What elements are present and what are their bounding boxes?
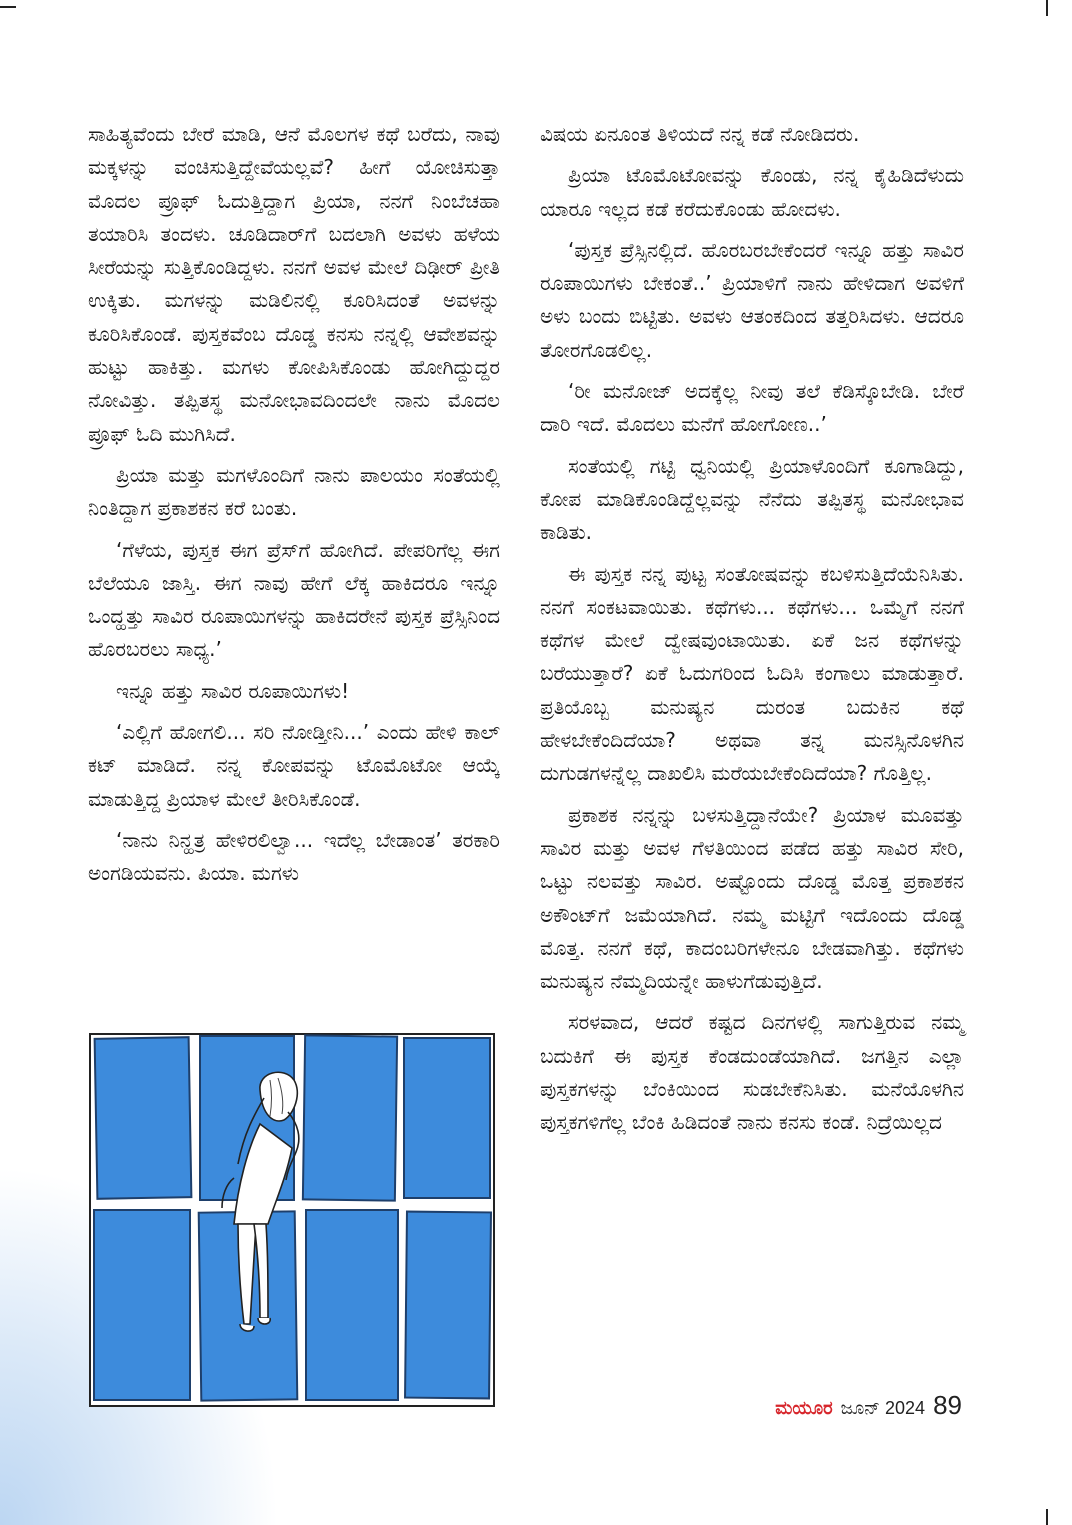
window-pane (95, 1037, 192, 1199)
right-column (540, 118, 964, 1148)
window-pane (306, 1210, 398, 1400)
crop-mark (0, 6, 16, 8)
paragraph: ಸಂತೆಯಲ್ಲಿ ಗಟ್ಟಿ ಧ್ವನಿಯಲ್ಲಿ ಪ್ರಿಯಾಳೊಂದಿಗೆ ಕೂಗಾಡಿದ್ದು, ಕೋಪ ಮಾಡಿಕೊಂಡಿದ್ದೆಲ್ಲವನ್ನು ನೆನೆದು ತಪ್ಪಿತಸ್ಥ ಮನೋಭಾವ ಕಾಡಿತು. (540, 453, 964, 545)
paragraph: ‘ರೀ ಮನೋಜ್ ಅದಕ್ಕೆಲ್ಲ ನೀವು ತಲೆ ಕೆಡಿಸ್ಕೊಬೇಡಿ. ಬೇರೆ ದಾರಿ ಇದೆ. ಮೊದಲು ಮನೆಗೆ ಹೋಗೋಣ..’ (540, 379, 964, 437)
paragraph: ಪ್ರಿಯಾ ಟೊಮೊಟೋವನ್ನು ಕೊಂಡು, ನನ್ನ ಕೈಹಿಡಿದೆಳುದು ಯಾರೂ ಇಲ್ಲದ ಕಡೆ ಕರೆದುಕೊಂಡು ಹೋದಳು. (540, 163, 964, 221)
paragraph: ಸಾಹಿತ್ಯವೆಂದು ಬೇರೆ ಮಾಡಿ, ಆನೆ ಮೊಲಗಳ ಕಥೆ ಬರೆದು, ನಾವು ಮಕ್ಕಳನ್ನು ವಂಚಿಸುತ್ತಿದ್ದೇವೆಯಲ್ಲವೆ? ಹೀಗೆ ಯೋಚಿಸುತ್ತಾ ಮೊದಲ ಪ್ರೂಫ್ ಓದುತ್ತಿದ್ದಾಗ ಪ್ರಿಯಾ, ನನಗೆ ನಿಂಬೆಚಹಾ ತಯಾರಿಸಿ ತಂದಳು. ಚೂಡಿದಾರ್‌ಗೆ ಬದಲಾಗಿ ಅವಳು ಹಳೆಯ ಸೀರೆಯನ್ನು ಸುತ್ತಿಕೊಂಡಿದ್ದಳು. ನನಗೆ ಅವಳ ಮೇಲೆ ದಿಢೀರ್ ಪ್ರೀತಿ ಉಕ್ಕಿತು. ಮಗಳನ್ನು ಮಡಿಲಿನಲ್ಲಿ ಕೂರಿಸಿದಂತೆ ಅವಳನ್ನು ಕೂರಿಸಿಕೊಂಡೆ. ಪುಸ್ತಕವೆಂಬ ದೊಡ್ಡ ಕನಸು ನನ್ನಲ್ಲಿ ಆವೇಶವನ್ನು ಹುಟ್ಟು ಹಾಕಿತ್ತು. ಮಗಳು ಕೋಪಿಸಿಕೊಂಡು ಹೋಗಿದ್ದುದ್ದರ ನೋವಿತ್ತು. ತಪ್ಪಿತಸ್ಥ ಮನೋಭಾವದಿಂದಲೇ ನಾನು ಮೊದಲ ಪ್ರೂಫ್ ಓದಿ ಮುಗಿಸಿದೆ. (88, 122, 500, 446)
page-footer (775, 1390, 962, 1421)
window-pane (303, 1035, 397, 1200)
page-number: 89 (933, 1390, 962, 1420)
crop-mark (1046, 0, 1048, 16)
paragraph: ‘ಪುಸ್ತಕ ಪ್ರೆಸ್ಸಿನಲ್ಲಿದೆ. ಹೊರಬರಬೇಕೆಂದರೆ ಇನ್ನೂ ಹತ್ತು ಸಾವಿರ ರೂಪಾಯಿಗಳು ಬೇಕಂತೆ..’ ಪ್ರಿಯಾಳಿಗೆ ನಾನು ಹೇಳಿದಾಗ ಅವಳಿಗೆ ಅಳು ಬಂದು ಬಿಟ್ಟಿತು. ಅವಳು ಆತಂಕದಿಂದ ತತ್ತರಿಸಿದಳು. ಆದರೂ ತೋರಗೊಡಲಿಲ್ಲ. (540, 237, 964, 362)
paragraph: ವಿಷಯ ಏನೂಂತ ತಿಳಿಯದೆ ನನ್ನ ಕಡೆ ನೋಡಿದರು. (540, 122, 860, 146)
window-pane (404, 1038, 490, 1198)
window-figure-illustration (88, 1028, 498, 1412)
paragraph: ಪ್ರಕಾಶಕ ನನ್ನನ್ನು ಬಳಸುತ್ತಿದ್ದಾನೆಯೇ? ಪ್ರಿಯಾಳ ಮೂವತ್ತು ಸಾವಿರ ಮತ್ತು ಅವಳ ಗೆಳತಿಯಿಂದ ಪಡೆದ ಹತ್ತು ಸಾವಿರ ಸೇರಿ, ಒಟ್ಟು ನಲವತ್ತು ಸಾವಿರ. ಅಷ್ಟೊಂದು ದೊಡ್ಡ ಮೊತ್ತ ಪ್ರಕಾಶಕನ ಅಕೌಂಟ್‌ಗೆ ಜಮೆಯಾಗಿದೆ. ನಮ್ಮ ಮಟ್ಟಿಗೆ ಇದೊಂದು ದೊಡ್ಡ ಮೊತ್ತ. ನನಗೆ ಕಥೆ, ಕಾದಂಬರಿಗಳೇನೂ ಬೇಡವಾಗಿತ್ತು. ಕಥೆಗಳು ಮನುಷ್ಯನ ನೆಮ್ಮದಿಯನ್ನೇ ಹಾಳುಗೆಡುವುತ್ತಿದೆ. (540, 802, 964, 994)
paragraph: ಈ ಪುಸ್ತಕ ನನ್ನ ಪುಟ್ಟ ಸಂತೋಷವನ್ನು ಕಬಳಿಸುತ್ತಿದೆಯೆನಿಸಿತು. ನನಗೆ ಸಂಕಟವಾಯಿತು. ಕಥೆಗಳು... ಕಥೆಗಳು... ಒಮ್ಮೆಗೆ ನನಗೆ ಕಥೆಗಳ ಮೇಲೆ ದ್ವೇಷವುಂಟಾಯಿತು. ಏಕೆ ಜನ ಕಥೆಗಳನ್ನು ಬರೆಯುತ್ತಾರೆ? ಏಕೆ ಓದುಗರಿಂದ ಓದಿಸಿ ಕಂಗಾಲು ಮಾಡುತ್ತಾರೆ. ಪ್ರತಿಯೊಬ್ಬ ಮನುಷ್ಯನ ದುರಂತ ಬದುಕಿನ ಕಥೆ ಹೇಳಬೇಕೆಂದಿದೆಯಾ? ಅಥವಾ ತನ್ನ ಮನಸ್ಸಿನೊಳಗಿನ ದುಗುಡಗಳನ್ನೆಲ್ಲ ದಾಖಲಿಸಿ ಮರೆಯಬೇಕೆಂದಿದೆಯಾ? ಗೊತ್ತಿಲ್ಲ. (540, 561, 964, 786)
window-pane (94, 1210, 190, 1400)
paragraph: ‘ನಾನು ನಿನ್ಹತ್ರ ಹೇಳಿರಲಿಲ್ವಾ... ಇದೆಲ್ಲ ಬೇಡಾಂತ’ ತರಕಾರಿ ಅಂಗಡಿಯವನು. ಪಿಯಾ. ಮಗಳು (88, 827, 500, 886)
magazine-brand: ಮಯೂರ (775, 1398, 833, 1419)
paragraph: ಇನ್ನೂ ಹತ್ತು ಸಾವಿರ ರೂಪಾಯಿಗಳು! (116, 678, 350, 703)
window-pane (405, 1212, 491, 1399)
paragraph: ‘ಗೆಳೆಯ, ಪುಸ್ತಕ ಈಗ ಪ್ರೆಸ್‌ಗೆ ಹೋಗಿದೆ. ಪೇಪರಿಗೆಲ್ಲ ಈಗ ಬೆಲೆಯೂ ಜಾಸ್ತಿ. ಈಗ ನಾವು ಹೇಗೆ ಲೆಕ್ಕ ಹಾಕಿದರೂ ಇನ್ನೂ ಒಂದ್ಹತ್ತು ಸಾವಿರ ರೂಪಾಯಿಗಳನ್ನು ಹಾಕಿದರೇನೆ ಪುಸ್ತಕ ಪ್ರೆಸ್ಸಿನಿಂದ ಹೊರಬರಲು ಸಾಧ್ಯ.’ (88, 537, 500, 662)
crop-mark (1046, 1509, 1048, 1525)
left-column (88, 118, 500, 899)
paragraph: ‘ಎಲ್ಲಿಗೆ ಹೋಗಲಿ... ಸರಿ ನೋಡ್ತೀನಿ...’ ಎಂದು ಹೇಳಿ ಕಾಲ್ ಕಟ್ ಮಾಡಿದೆ. ನನ್ನ ಕೋಪವನ್ನು ಟೊಮೊಟೋ ಆಯ್ಕೆ ಮಾಡುತ್ತಿದ್ದ ಪ್ರಿಯಾಳ ಮೇಲೆ ತೀರಿಸಿಕೊಂಡೆ. (88, 720, 500, 811)
paragraph: ಪ್ರಿಯಾ ಮತ್ತು ಮಗಳೊಂದಿಗೆ ನಾನು ಪಾಲಯಂ ಸಂತೆಯಲ್ಲಿ ನಿಂತಿದ್ದಾಗ ಪ್ರಕಾಶಕನ ಕರೆ ಬಂತು. (88, 462, 500, 521)
paragraph: ಸರಳವಾದ, ಆದರೆ ಕಷ್ಟದ ದಿನಗಳಲ್ಲಿ ಸಾಗುತ್ತಿರುವ ನಮ್ಮ ಬದುಕಿಗೆ ಈ ಪುಸ್ತಕ ಕೆಂಡದುಂಡೆಯಾಗಿದೆ. ಜಗತ್ತಿನ ಎಲ್ಲಾ ಪುಸ್ತಕಗಳನ್ನು ಬೆಂಕಿಯಿಂದ ಸುಡಬೇಕೆನಿಸಿತು. ಮನೆಯೊಳಗಿನ ಪುಸ್ತಕಗಳಿಗೆಲ್ಲ ಬೆಂಕಿ ಹಿಡಿದಂತೆ ನಾನು ಕನಸು ಕಂಡೆ. ನಿದ್ರೆಯಿಲ್ಲದ (540, 1010, 964, 1135)
issue-date: ಜೂನ್ 2024 (840, 1398, 926, 1418)
